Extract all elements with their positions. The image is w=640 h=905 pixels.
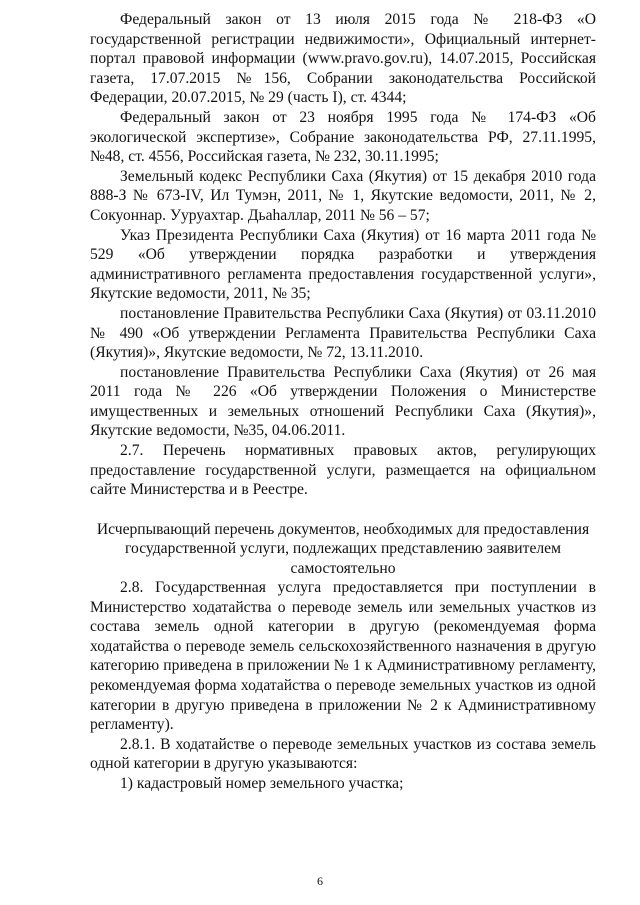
paragraph-president-decree: Указ Президента Республики Саха (Якутия) от 16 марта 2011 года № 529 «Об утверждении порядка разработки и утверждения административного регламента предоставления государственной услуги», Якутские ведомости, 2011, № 35; — [90, 226, 596, 303]
paragraph-federal-law-218: Федеральный закон от 13 июля 2015 года № 218-ФЗ «О государственной регистрации недвижимости», Официальный интернет-портал правовой информации (www.pravo.gov.ru), 14.07.2015, Российская газета, 17.07.2015 №156, Собрании законодательства Российской Федерации, 20.07.2015, № 29 (часть I), ст. 4344; — [90, 11, 596, 107]
section-heading: Исчерпывающий перечень документов, необходимых для предоставления государственной услуги, подлежащих представлению заявителем самостоятельно — [96, 520, 590, 577]
document-page — [90, 10, 596, 794]
paragraph-2-8: 2.8. Государственная услуга предоставляется при поступлении в Министерство ходатайства о переводе земель или земельных участков из состава земель одной категории в другую (рекомендуемая форма ходатайства о переводе земель сельскохозяйственного назначения в другую категорию приведена в приложении № 1 к Административному регламенту, рекомендуемая форма ходатайства о переводе земельных участков из одной категории в другую приведена в приложении № 2 к Административному регламенту). — [90, 579, 596, 734]
paragraph-land-code: Земельный кодекс Республики Саха (Якутия) от 15 декабря 2010 года 888-З № 673-IV, Ил Тумэн, 2011, № 1, Якутские ведомости, 2011, № 2, Сокуоннар. Ууруахтар. Дьаhаллар, 2011 № 56 – 57; — [90, 167, 596, 224]
paragraph-government-resolution-226: постановление Правительства Республики Саха (Якутия) от 26 мая 2011 года № 226 «Об утверждении Положения о Министерстве имущественных и земельных отношений Республики Саха (Якутия)», Якутские ведомости, №35, 04.06.2011. — [90, 363, 596, 440]
paragraph-government-resolution-490: постановление Правительства Республики Саха (Якутия) от 03.11.2010 № 490 «Об утверждении Регламента Правительства Республики Саха (Якутия)», Якутские ведомости, № 72, 13.11.2010. — [90, 304, 596, 362]
paragraph-federal-law-174: Федеральный закон от 23 ноября 1995 года № 174-ФЗ «Об экологической экспертизе», Собрание законодательства РФ, 27.11.1995, №48, ст. 4556, Российская газета, № 232, 30.11.1995; — [90, 108, 596, 166]
page-number: 6 — [317, 874, 323, 888]
list-item-cadastral-number: 1) кадастровый номер земельного участка; — [120, 775, 404, 792]
paragraph-2-8-1: 2.8.1. В ходатайстве о переводе земельных участков из состава земель одной категории в другую указываются: — [90, 735, 596, 773]
paragraph-2-7: 2.7. Перечень нормативных правовых актов, регулирующих предоставление государственной услуги, размещается на официальном сайте Министерства и в Реестре. — [90, 442, 596, 499]
